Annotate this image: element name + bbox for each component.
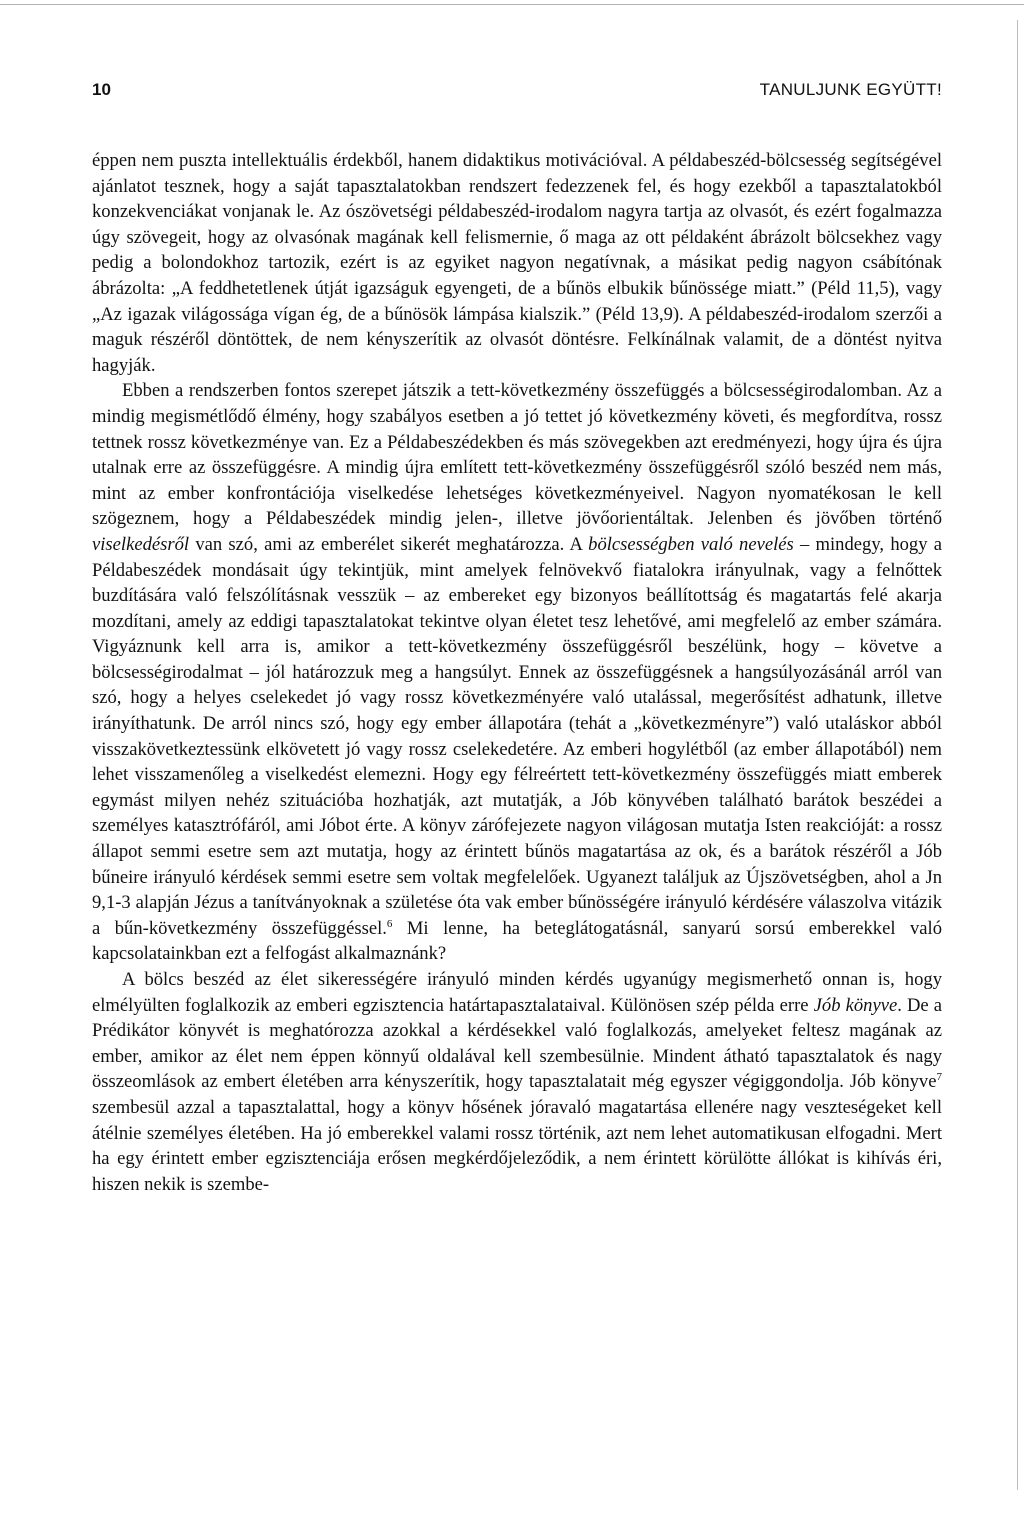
text-segment: – mindegy, hogy a Példabeszédek mondásait úgy tekintjük, mint amelyek felnövekvő fiatalokra irányulnak, vagy a felnőttek buzdítására való felszólításnak vesszük – az embereket egy bizonyos beállítottság és magatartás felé akarja mozdítani, amely az eddigi tapasztalatokat tekintve olyan életet tesz lehetővé, ami megfelelő az ember számára. Vigyáznunk kell arra is, amikor a tett-következmény összefüggésről beszélünk, hogy – követve a bölcsességirodalmat – jól határozzuk meg a hangsúlyt. Ennek az összefüggésnek a hangsúlyozásánál arról van szó, hogy a helyes cselekedet jó vagy rossz következményére való utalással, megerősítést adhatunk, illetve irányíthatunk. De arról nincs szó, hogy egy ember állapotára (tehát a „következményre”) való utaláskor abból visszakövetkeztessünk elkövetett jó vagy rossz cselekedetére. Az emberi hogylétből (az ember állapotából) nem lehet visszamenőleg a viselkedést elemezni. Hogy egy félreértett tett-következmény összefüggés miatt emberek egymást milyen nehéz szituációba hozhatják, azt mutatják, a Jób könyvében található barátok beszédei a személyes katasztrófáról, ami Jóbot érte. A könyv zárófejezete nagyon világosan mutatja Isten reakcióját: a rossz állapot semmi esetre sem azt mutatja, hogy az érintett bűnös magatartása az ok, és a barátok részéről a Jób bűneire irányuló kérdések semmi esetre sem voltak megfelelőek. Ugyanezt találjuk az Újszövetségben, ahol a Jn 9,1-3 alapján Jézus a tanítványoknak a születése óta vak ember bűnösségére irányuló kérdésére válaszolva vitázik a bűn-következmény összefüggéssel. <box>92 533 943 939</box>
running-header <box>92 80 942 100</box>
text-segment: szembesül azzal a tapasztalattal, hogy a könyv hősének jóravaló magatartása ellenére nagy veszteségeket kell átélnie személyes életében. Ha jó emberekkel valami rossz történik, azt nem lehet automatikusan elfogadni. Mert ha egy érintett ember egzisztenciája erősen megkérdőjeleződik, a nem érintett körülötte állókat is kihívás éri, hiszen nekik is szembe- <box>92 1096 942 1195</box>
page-number: 10 <box>92 80 111 99</box>
text-segment: A bölcs beszéd az élet sikerességére irányuló minden kérdés ugyanúgy megismerhető onnan is, hogy elmélyülten foglalkozik az emberi egzisztencia határtapasztalataival. Különösen szép példa erre <box>92 969 942 1016</box>
italic-text: viselkedésről <box>92 533 190 555</box>
footnote-marker: 6 <box>386 917 393 930</box>
paragraph-1 <box>92 148 942 378</box>
scan-edge-right <box>1017 20 1018 1490</box>
scan-edge-top <box>0 4 1024 5</box>
text-segment: Mi lenne, ha beteglátogatásnál, sanyarú sorsú emberekkel való kapcsolatainkban ezt a felfogást alkalmaznánk? <box>92 917 942 965</box>
paragraph-2 <box>92 378 942 967</box>
body-text <box>92 148 942 1197</box>
text-segment: . De a Prédikátor könyvét is meghatórozza azokkal a kérdésekkel való foglalkozás, amelyeket feltesz magának az ember, amikor az élet nem éppen könnyű oldalával kell szembesülnie. Mindent átható tapasztalatok és nagy összeomlások az embert életében arra kényszerítik, hogy tapasztalatait még egyszer végiggondolja. Jób könyve <box>92 994 942 1093</box>
paragraph-3 <box>92 967 942 1197</box>
text-segment: éppen nem puszta intellektuális érdekből, hanem didaktikus motivációval. A példabeszéd-bölcsesség segítségével ajánlatot tesznek, hogy a saját tapasztalatokban rendszert fedezzenek fel, és hogy ezekből a tapasztalatokból konzekvenciákat vonjanak le. Az ószövetségi példabeszéd-irodalom nagyra tartja az olvasót, és ezért fogalmazza úgy szövegeit, hogy az olvasónak magának kell felismernie, ő maga az ott példaként ábrázolt bölcsekhez vagy pedig a bolondokhoz tartozik, ezért is az egyiket nagyon negatívnak, a másikat pedig nagyon csábítónak ábrázolta: „A feddhetetlenek útját igazságuk egyengeti, de a bűnös elbukik bűnössége miatt.” (Péld 11,5), vagy „Az igazak világossága vígan ég, de a bűnösök lámpása kialszik.” (Péld 13,9). A példabeszéd-irodalom szerzői a maguk részéről döntöttek, de nem kényszerítik az olvasót döntésre. Felkínálnak valamit, de a döntést nyitva hagyják. <box>92 150 942 376</box>
text-segment: van szó, ami az emberélet sikerét meghatározza. A <box>189 533 589 555</box>
italic-text: bölcsességben való nevelés <box>588 533 794 555</box>
running-title: TANULJUNK EGYÜTT! <box>759 80 942 99</box>
text-segment: Ebben a rendszerben fontos szerepet játszik a tett-következmény összefüggés a bölcsességirodalomban. Az a mindig megismétlődő élmény, hogy szabályos esetben a jó tettet jó következmény követi, és megfordítva, rossz tettnek rossz következménye van. Ez a Példabeszédekben és más szövegekben azt eredményezi, hogy újra és újra utalnak erre az összefüggésre. A mindig újra említett tett-következmény összefüggésről szóló beszéd nem más, mint az ember konfrontációja viselkedése lehetséges következményeivel. Nagyon nyomatékosan le kell szögeznem, hogy a Példabeszédek mindig jelen-, illetve jövőorientáltak. Jelenben és jövőben történő <box>92 380 942 530</box>
footnote-marker: 7 <box>936 1071 942 1084</box>
italic-text: Jób könyve <box>813 994 898 1016</box>
book-page <box>92 80 942 1197</box>
